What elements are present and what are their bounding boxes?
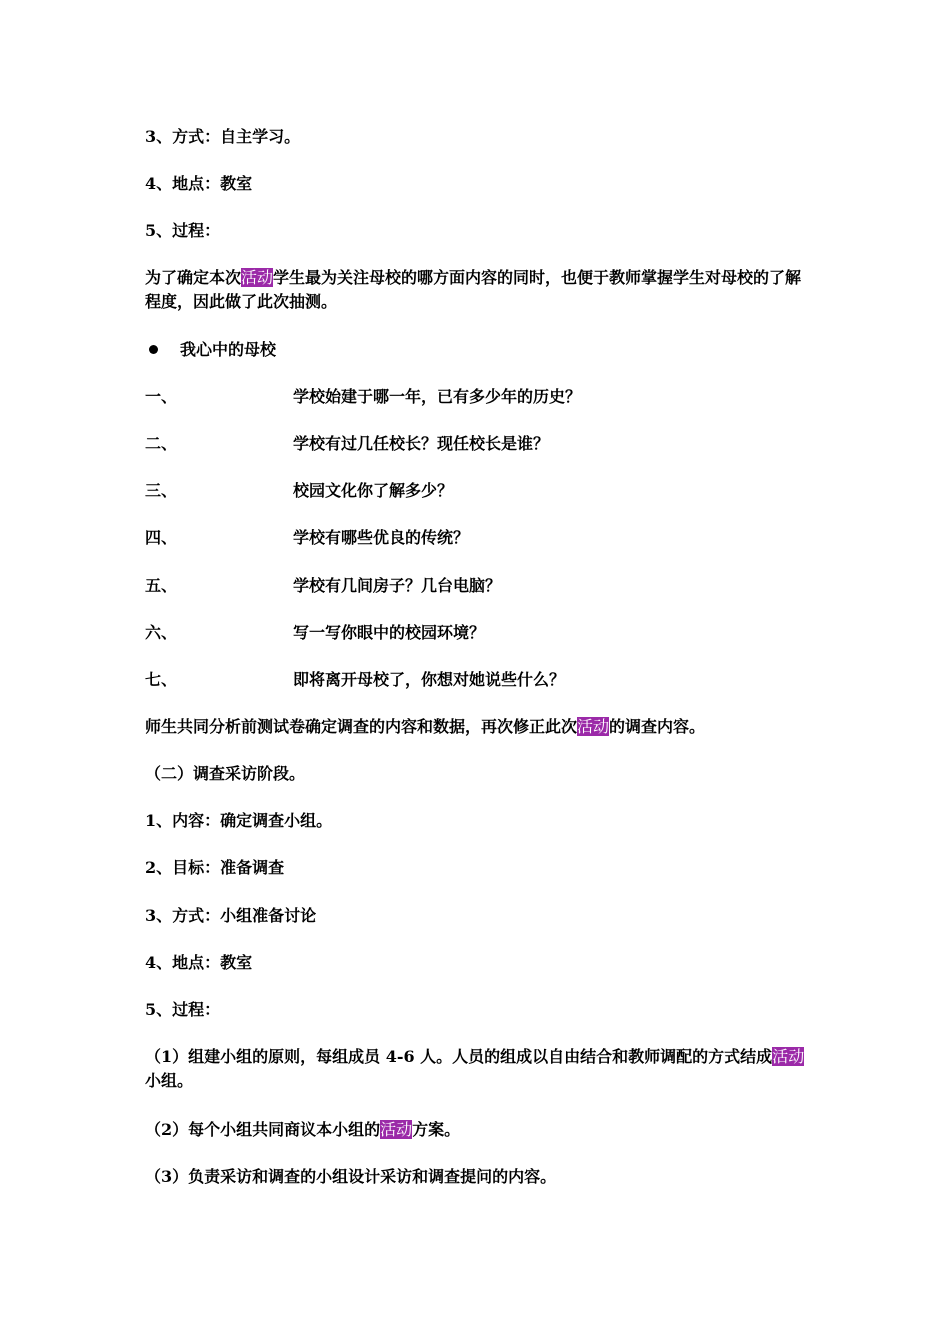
- analysis-text-post: 的调查内容。: [609, 717, 706, 736]
- question-item: [145, 387, 581, 407]
- question-item: [145, 576, 501, 596]
- question-text: 学校有过几任校长？现任校长是谁？: [293, 434, 550, 453]
- bullet-icon: [149, 345, 158, 354]
- step-3-line: （3）负责采访和调查的小组设计采访和调查提问的内容。: [145, 1167, 557, 1186]
- intro-text-pre: 为了确定本次: [145, 268, 242, 287]
- question-item: [145, 528, 469, 548]
- question-number: 四、: [145, 528, 178, 547]
- question-item: [145, 623, 485, 643]
- process-line: 5、过程：: [145, 221, 221, 240]
- question-text: 校园文化你了解多少？: [293, 481, 454, 500]
- question-text: 学校始建于哪一年，已有多少年的历史？: [293, 387, 582, 406]
- step-2-text-post: 方案。: [412, 1120, 461, 1139]
- question-text: 即将离开母校了，你想对她说些什么？: [293, 670, 566, 689]
- question-number: 三、: [145, 481, 178, 500]
- content-line: 1、内容：确定调查小组。: [145, 811, 333, 830]
- question-number: 六、: [145, 623, 178, 642]
- intro-paragraph: [145, 266, 815, 314]
- location-line: 4、地点：教室: [145, 953, 253, 972]
- location-line: 4、地点：教室: [145, 174, 253, 193]
- highlighted-term: 活动: [577, 717, 610, 736]
- method-line: 3、方式：自主学习。: [145, 127, 301, 146]
- analysis-text-pre: 师生共同分析前测试卷确定调查的内容和数据，再次修正此次: [145, 717, 578, 736]
- question-number: 二、: [145, 434, 178, 453]
- question-text: 学校有哪些优良的传统？: [293, 528, 470, 547]
- question-text: 学校有几间房子？几台电脑？: [293, 576, 502, 595]
- step-1-text-pre: （1）组建小组的原则，每组成员 4-6 人。人员的组成以自由结合和教师调配的方式结成: [145, 1047, 773, 1066]
- method-line: 3、方式：小组准备讨论: [145, 906, 317, 925]
- question-number: 七、: [145, 670, 178, 689]
- step-1-paragraph: [145, 1045, 815, 1093]
- step-2-text-pre: （2）每个小组共同商议本小组的: [145, 1120, 381, 1139]
- process-line: 5、过程：: [145, 1000, 221, 1019]
- question-number: 五、: [145, 576, 178, 595]
- highlighted-term: 活动: [380, 1120, 413, 1139]
- question-number: 一、: [145, 387, 178, 406]
- goal-line: 2、目标：准备调查: [145, 858, 285, 877]
- analysis-line: [145, 717, 705, 737]
- highlighted-term: 活动: [241, 268, 274, 287]
- intro-text-post: 学生最为关注母校的哪方面内容的同时，也便于教师掌握学生对母校的了解程度，因此做了此次抽测。: [145, 268, 802, 311]
- question-item: [145, 670, 565, 690]
- survey-title: 我心中的母校: [180, 340, 277, 359]
- section-heading: （二）调查采访阶段。: [145, 764, 306, 783]
- question-item: [145, 434, 549, 454]
- step-2-line: [145, 1120, 460, 1140]
- step-1-text-post: 小组。: [145, 1071, 194, 1090]
- highlighted-term: 活动: [772, 1047, 805, 1066]
- question-item: [145, 481, 453, 501]
- question-text: 写一写你眼中的校园环境？: [293, 623, 486, 642]
